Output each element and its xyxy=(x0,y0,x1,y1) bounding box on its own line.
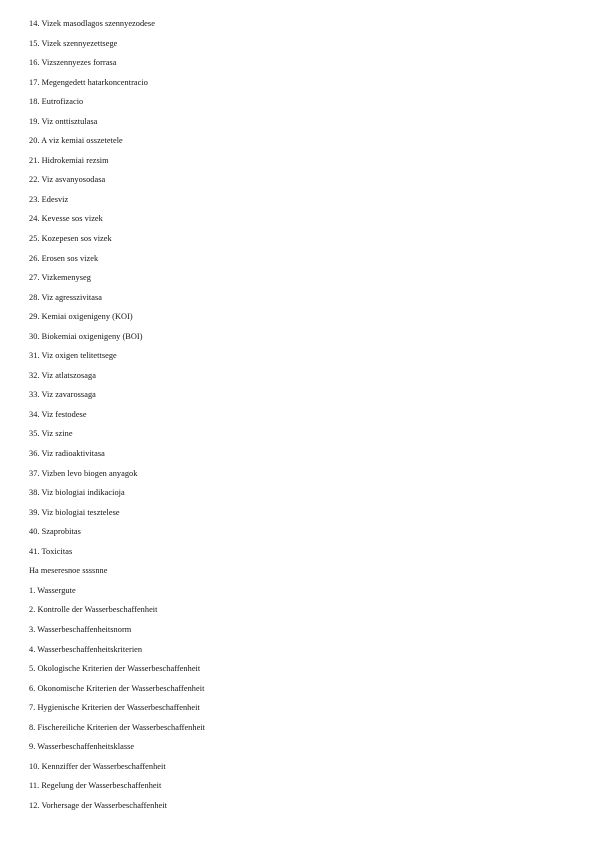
list-item: 9. Wasserbeschaffenheitsklasse xyxy=(29,742,135,752)
section-heading: Ha meseresnoe ssssnne xyxy=(29,566,108,576)
list-item: 34. Viz festodese xyxy=(29,409,87,419)
list-item: 15. Vizek szennyezettsege xyxy=(29,38,118,48)
list-item: 10. Kennziffer der Wasserbeschaffenheit xyxy=(29,761,166,771)
list-item: 2. Kontrolle der Wasserbeschaffenheit xyxy=(29,605,158,615)
list-item: 36. Viz radioaktivitasa xyxy=(29,449,105,459)
list-item: 23. Edesviz xyxy=(29,194,69,204)
list-item: 4. Wasserbeschaffenheitskriterien xyxy=(29,644,143,654)
list-item: 27. Vizkemenyseg xyxy=(29,273,91,283)
list-item: 38. Viz biologiai indikacioja xyxy=(29,488,125,498)
list-item: 17. Megengedett hatarkoncentracio xyxy=(29,77,148,87)
list-item: 22. Viz asvanyosodasa xyxy=(29,175,106,185)
term-list xyxy=(29,17,205,818)
list-item: 24. Kevesse sos vizek xyxy=(29,214,103,224)
list-item: 31. Viz oxigen telitettsege xyxy=(29,351,117,361)
list-item: 37. Vizben levo biogen anyagok xyxy=(29,468,138,478)
list-item: 21. Hidrokemiai rezsim xyxy=(29,155,109,165)
list-item: 19. Viz onttisztulasa xyxy=(29,116,98,126)
list-item: 20. A viz kemiai osszetetele xyxy=(29,136,123,146)
list-item: 11. Regelung der Wasserbeschaffenheit xyxy=(29,781,162,791)
list-item: 7. Hygienische Kriterien der Wasserbeschaffenheit xyxy=(29,703,200,713)
list-item: 29. Kemiai oxigenigeny (KOI) xyxy=(29,312,133,322)
list-item: 33. Viz zavarossaga xyxy=(29,390,96,400)
list-item: 26. Erosen sos vizek xyxy=(29,253,99,263)
list-item: 30. Biokemiai oxigenigeny (BOI) xyxy=(29,331,143,341)
list-item: 6. Okonomische Kriterien der Wasserbeschaffenheit xyxy=(29,683,205,693)
list-item: 39. Viz biologiai tesztelese xyxy=(29,507,120,517)
list-item: 16. Vizszennyezes forrasa xyxy=(29,58,117,68)
list-item: 25. Kozepesen sos vizek xyxy=(29,234,112,244)
list-item: 3. Wasserbeschaffenheitsnorm xyxy=(29,624,132,634)
list-item: 35. Viz szine xyxy=(29,429,73,439)
list-item: 40. Szaprobitas xyxy=(29,527,81,537)
list-item: 12. Vorhersage der Wasserbeschaffenheit xyxy=(29,800,167,810)
list-item: 28. Viz agresszivitasa xyxy=(29,292,103,302)
list-item: 41. Toxicitas xyxy=(29,546,73,556)
list-item: 18. Eutrofizacio xyxy=(29,97,84,107)
list-item: 1. Wassergute xyxy=(29,585,76,595)
list-item: 14. Vizek masodlagos szennyezodese xyxy=(29,19,155,28)
list-item: 8. Fischereiliche Kriterien der Wasserbeschaffenheit xyxy=(29,722,206,732)
list-item: 5. Okologische Kriterien der Wasserbeschaffenheit xyxy=(29,664,201,674)
list-item: 32. Viz atlatszosaga xyxy=(29,370,96,380)
